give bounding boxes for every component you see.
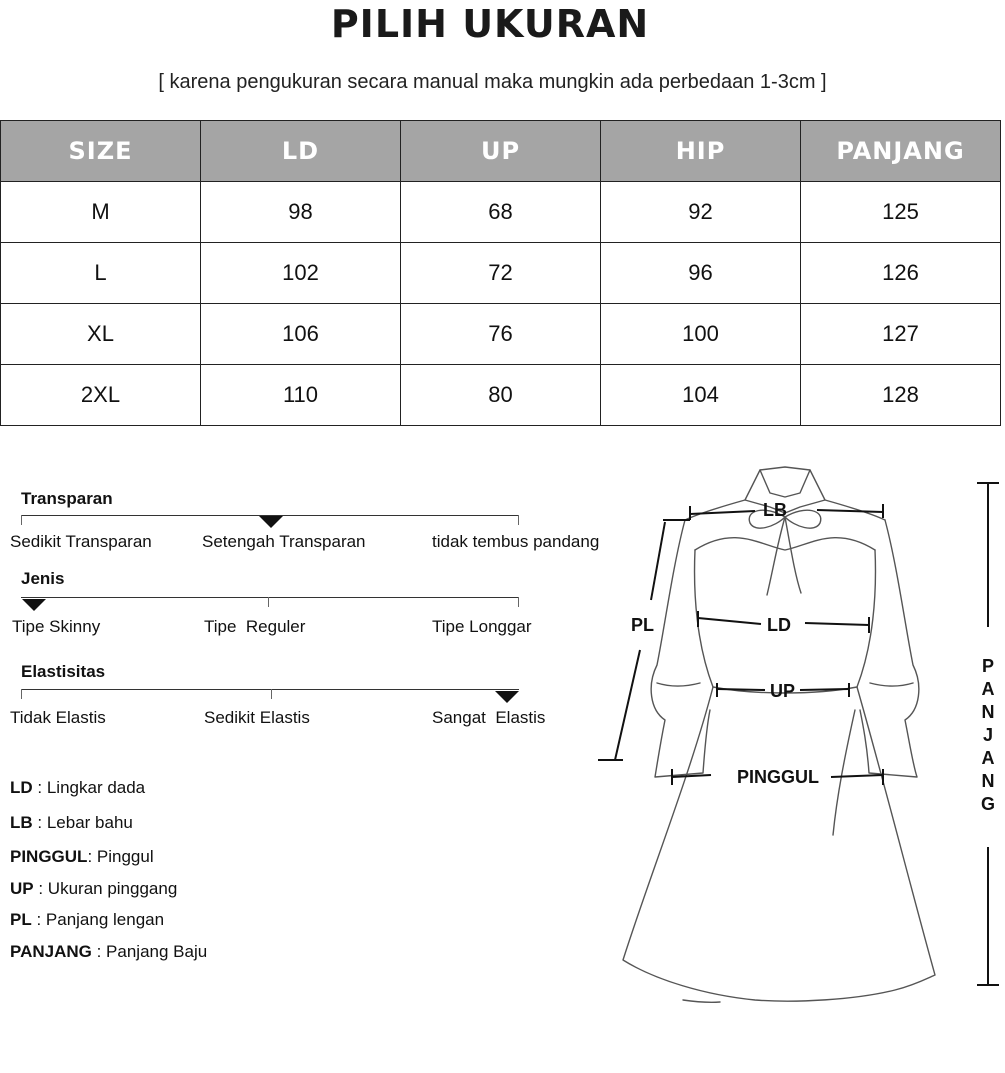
header-ld: LD xyxy=(201,121,401,182)
measure-labels xyxy=(631,500,819,787)
transparan-title: Transparan xyxy=(21,489,113,508)
elastisitas-title: Elastisitas xyxy=(21,662,106,681)
label-pinggul: PINGGUL xyxy=(737,767,820,787)
skirt-fold xyxy=(833,710,855,835)
skirt-hem-detail xyxy=(683,1000,720,1002)
table-cell: 127 xyxy=(801,304,1001,365)
legend-value: Lebar bahu xyxy=(46,813,133,832)
legend-sep: : xyxy=(91,942,107,961)
skirt xyxy=(623,687,935,1001)
table-cell: 76 xyxy=(401,304,601,365)
table-cell: 98 xyxy=(201,182,401,243)
table-cell: 125 xyxy=(801,182,1001,243)
legend-value: Pinggul xyxy=(96,847,154,866)
legend-sep: : xyxy=(32,778,47,797)
elastisitas-option: Sangat Elastis xyxy=(432,708,546,727)
legend-key: UP xyxy=(10,879,34,898)
pinggul-line-right xyxy=(831,775,883,777)
transparan-option: Sedikit Transparan xyxy=(10,532,152,551)
legend-sep: : xyxy=(31,910,46,929)
page-subtitle: [ karena pengukuran secara manual maka mungkin ada perbedaan 1-3cm ] xyxy=(158,71,827,93)
scale-tick xyxy=(518,597,519,607)
ld-line-left xyxy=(698,618,761,624)
table-cell: L xyxy=(1,243,201,304)
table-cell: 72 xyxy=(401,243,601,304)
legend-value: Panjang lengan xyxy=(45,910,165,929)
jenis-option: Tipe Longgar xyxy=(432,617,532,636)
size-table xyxy=(0,120,1001,426)
elastisitas-line xyxy=(21,689,519,690)
table-cell: 106 xyxy=(201,304,401,365)
pl-line-bottom xyxy=(615,650,640,760)
legend-item xyxy=(10,778,145,798)
dress-illustration xyxy=(623,467,935,1002)
header-size: SIZE xyxy=(1,121,201,182)
table-row xyxy=(1,365,1001,426)
bow-right xyxy=(785,510,821,528)
panjang-letter: J xyxy=(982,725,993,745)
legend-item xyxy=(10,942,207,962)
label-up: UP xyxy=(770,681,796,701)
legend-key: LD xyxy=(10,778,33,797)
up-line-right xyxy=(800,689,849,690)
left-cuff xyxy=(657,683,700,686)
legend-key: PANJANG xyxy=(10,942,92,961)
table-row xyxy=(1,182,1001,243)
table-cell: 92 xyxy=(601,182,801,243)
legend-value: Lingkar dada xyxy=(46,778,146,797)
legend-sep: : xyxy=(87,847,97,866)
lb-line-right xyxy=(817,510,883,512)
jenis-line xyxy=(21,597,519,598)
panjang-letter: P xyxy=(981,656,994,676)
legend-sep: : xyxy=(33,879,48,898)
table-cell: 126 xyxy=(801,243,1001,304)
jenis-option: Tipe Skinny xyxy=(12,617,101,636)
legend-sep: : xyxy=(32,813,47,832)
elastisitas-selected-marker xyxy=(495,691,519,703)
panjang-letter: A xyxy=(981,748,995,768)
transparan-option: Setengah Transparan xyxy=(202,532,366,551)
jenis-selected-marker xyxy=(22,599,46,611)
label-lb: LB xyxy=(763,500,787,520)
legend-key: LB xyxy=(10,813,33,832)
scale-tick xyxy=(21,689,22,699)
table-cell: 104 xyxy=(601,365,801,426)
legend-item xyxy=(10,847,154,867)
legend-value: Ukuran pinggang xyxy=(47,879,178,898)
left-shoulder xyxy=(685,500,745,520)
bow-tie-left xyxy=(767,517,785,595)
legend-item xyxy=(10,879,177,899)
table-row xyxy=(1,243,1001,304)
header-hip: HIP xyxy=(601,121,801,182)
lb-line-left xyxy=(690,511,755,514)
label-pl: PL xyxy=(631,615,655,635)
legend-key: PINGGUL xyxy=(10,847,88,866)
panjang-letter: N xyxy=(981,702,995,722)
table-row xyxy=(1,304,1001,365)
page-title: PILIH UKURAN xyxy=(330,2,650,46)
table-cell: 80 xyxy=(401,365,601,426)
pl-line-top xyxy=(651,522,665,600)
transparan-option: tidak tembus pandang xyxy=(432,532,600,551)
collar-inner xyxy=(760,470,810,497)
panjang-letter: N xyxy=(981,771,995,791)
right-cuff xyxy=(870,683,913,686)
header-panjang: PANJANG xyxy=(801,121,1001,182)
table-cell: 128 xyxy=(801,365,1001,426)
label-ld: LD xyxy=(767,615,791,635)
panjang-letter: G xyxy=(980,794,995,814)
up-line-left xyxy=(717,689,765,690)
table-cell: 96 xyxy=(601,243,801,304)
measure-lines xyxy=(598,483,999,985)
elastisitas-option: Tidak Elastis xyxy=(10,708,106,727)
table-cell: 2XL xyxy=(1,365,201,426)
table-cell: M xyxy=(1,182,201,243)
panjang-vertical-label xyxy=(978,655,998,816)
legend-item xyxy=(10,813,133,833)
dress-measurement-diagram xyxy=(595,455,1000,1020)
table-cell: 102 xyxy=(201,243,401,304)
jenis-title: Jenis xyxy=(21,569,65,588)
ld-line-right xyxy=(805,623,869,625)
bow-tie-right xyxy=(785,517,801,593)
jenis-option: Tipe Reguler xyxy=(204,617,306,636)
scale-tick xyxy=(268,597,269,607)
scale-tick xyxy=(518,515,519,525)
legend-key: PL xyxy=(10,910,32,929)
header-up: UP xyxy=(401,121,601,182)
panjang-letter: A xyxy=(981,679,995,699)
elastisitas-option: Sedikit Elastis xyxy=(204,708,310,727)
table-cell: XL xyxy=(1,304,201,365)
transparan-selected-marker xyxy=(259,516,283,528)
legend-value: Panjang Baju xyxy=(106,942,208,961)
scale-tick xyxy=(271,689,272,699)
legend-item xyxy=(10,910,164,930)
table-cell: 100 xyxy=(601,304,801,365)
size-table-header-row xyxy=(1,121,1001,182)
table-cell: 110 xyxy=(201,365,401,426)
table-cell: 68 xyxy=(401,182,601,243)
scale-tick xyxy=(21,515,22,525)
yoke-seam xyxy=(695,538,875,550)
bodice-right xyxy=(857,550,875,687)
